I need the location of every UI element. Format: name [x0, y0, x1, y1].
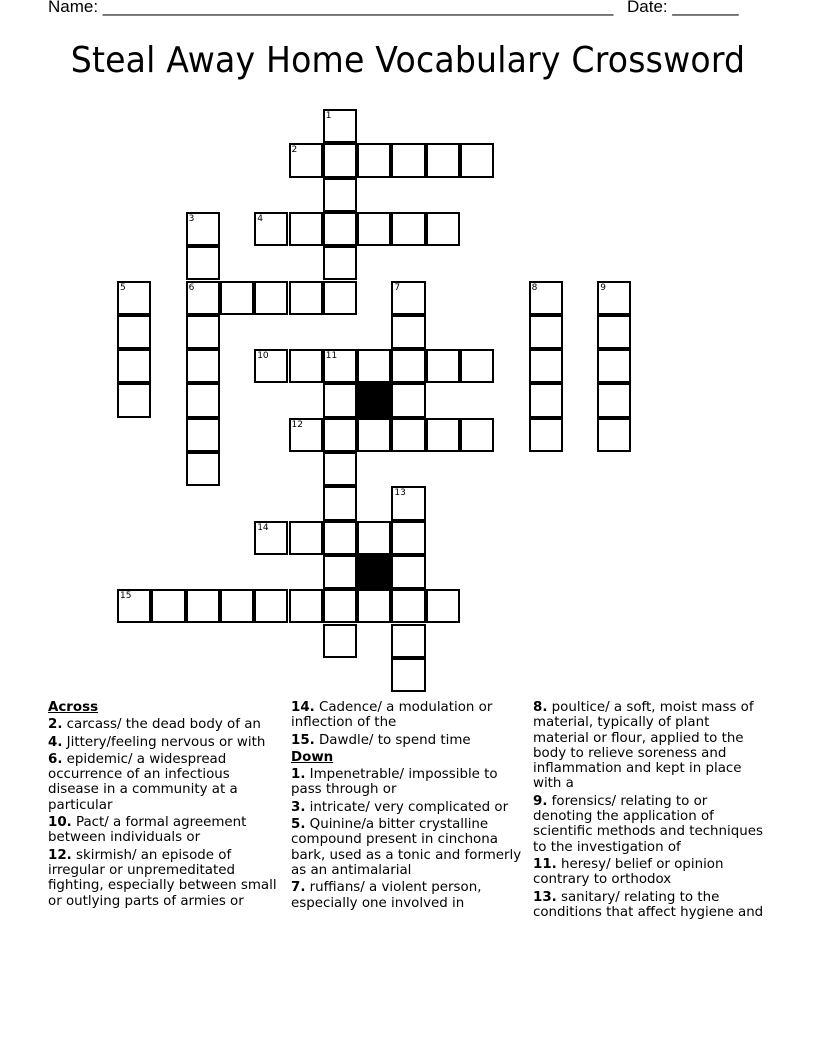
- grid-cell[interactable]: [186, 452, 220, 486]
- cell-number: 11: [325, 351, 338, 362]
- grid-cell[interactable]: [529, 349, 563, 383]
- clue-number: 10.: [48, 815, 72, 831]
- clue-across-10: [48, 815, 283, 846]
- clue-number: 3.: [291, 799, 306, 815]
- cell-number: 12: [291, 419, 303, 430]
- grid-cell[interactable]: [391, 212, 425, 246]
- grid-cell[interactable]: [323, 624, 357, 658]
- cell-number: 13: [394, 488, 406, 499]
- clue-across-6: [48, 752, 283, 813]
- grid-cell[interactable]: [186, 349, 220, 383]
- clue-number: 14.: [291, 700, 315, 715]
- clue-number: 15.: [291, 732, 315, 748]
- grid-cell[interactable]: [289, 521, 323, 555]
- grid-cell[interactable]: [391, 555, 425, 589]
- grid-cell[interactable]: [460, 418, 494, 452]
- clue-down-5: [291, 817, 523, 878]
- grid-cell[interactable]: [323, 486, 357, 520]
- grid-cell[interactable]: [529, 418, 563, 452]
- clue-number: 6.: [48, 751, 63, 767]
- clue-text: Quinine/a bitter crystalline compound present in cinchona bark, used as a tonic and formerly as an antimalarial: [291, 817, 522, 878]
- clue-number: 5.: [291, 817, 306, 833]
- cell-number: 9: [600, 282, 606, 293]
- grid-cell[interactable]: [391, 624, 425, 658]
- grid-cell[interactable]: [289, 212, 323, 246]
- grid-cell[interactable]: [254, 521, 288, 555]
- cell-number: 6: [188, 282, 195, 293]
- clue-number: 12.: [48, 847, 72, 863]
- cell-number: 1: [325, 111, 332, 121]
- cell-number: 3: [188, 213, 195, 224]
- clue-text: ruffians/ a violent person, especially one involved in: [291, 880, 482, 911]
- grid-cell[interactable]: [117, 349, 151, 383]
- clue-text: Pact/ a formal agreement between individuals or: [48, 815, 247, 846]
- clue-text: Impenetrable/ impossible to pass through or: [291, 767, 498, 798]
- clue-across-4: [48, 735, 283, 750]
- cell-number: 7: [394, 282, 401, 293]
- grid-cell[interactable]: [323, 281, 357, 315]
- grid-cell[interactable]: [426, 589, 460, 623]
- clue-number: 7.: [291, 880, 306, 896]
- black-cell: [357, 555, 391, 589]
- grid-cell[interactable]: [357, 143, 391, 177]
- page-title: Steal Away Home Vocabulary Crossword: [70, 40, 746, 81]
- clue-text: Cadence/ a modulation or inflection of the: [291, 700, 493, 731]
- clue-number: 1.: [291, 767, 306, 783]
- clue-across-2: [48, 717, 283, 732]
- grid-cell[interactable]: [323, 143, 357, 177]
- grid-cell[interactable]: [117, 315, 151, 349]
- grid-cell[interactable]: [357, 349, 391, 383]
- grid-cell[interactable]: [460, 143, 494, 177]
- grid-cell[interactable]: [323, 349, 357, 383]
- grid-cell[interactable]: [597, 349, 631, 383]
- grid-cell[interactable]: [597, 281, 631, 315]
- grid-cell[interactable]: [357, 589, 391, 623]
- grid-cell[interactable]: [186, 418, 220, 452]
- clue-number: 9.: [533, 793, 548, 809]
- clue-text: sanitary/ relating to the conditions that affect hygiene and: [533, 889, 764, 920]
- clue-number: 2.: [48, 717, 63, 733]
- grid-cell[interactable]: [391, 281, 425, 315]
- grid-cell[interactable]: [391, 383, 425, 417]
- grid-cell[interactable]: [289, 589, 323, 623]
- grid-cell[interactable]: [254, 281, 288, 315]
- cell-number: 2: [291, 145, 298, 156]
- clue-across-12: [48, 848, 283, 909]
- clues-column-3: [533, 700, 768, 922]
- grid-cell[interactable]: [186, 589, 220, 623]
- cell-number: 8: [531, 282, 538, 293]
- clue-number: 13.: [533, 889, 557, 905]
- clue-text: heresy/ belief or opinion contrary to orthodox: [533, 856, 724, 888]
- grid-cell[interactable]: [391, 486, 425, 520]
- grid-cell[interactable]: [529, 315, 563, 349]
- clue-text: epidemic/ a widespread occurrence of an infectious disease in a community at a particular: [48, 751, 238, 813]
- grid-cell[interactable]: [323, 109, 357, 143]
- clue-down-7: [291, 880, 523, 911]
- grid-cell[interactable]: [357, 521, 391, 555]
- grid-cell[interactable]: [254, 589, 288, 623]
- grid-cell[interactable]: [220, 281, 254, 315]
- grid-cell[interactable]: [391, 349, 425, 383]
- grid-cell[interactable]: [597, 418, 631, 452]
- grid-cell[interactable]: [117, 281, 151, 315]
- grid-cell[interactable]: [597, 383, 631, 417]
- name-field-label: Name: ______________________________________________________: [48, 0, 614, 16]
- clue-number: 8.: [533, 700, 548, 715]
- grid-cell[interactable]: [254, 349, 288, 383]
- grid-cell[interactable]: [391, 143, 425, 177]
- grid-cell[interactable]: [323, 555, 357, 589]
- grid-cell[interactable]: [117, 383, 151, 417]
- clue-text: poultice/ a soft, moist mass of material, typically of plant material or flour, applied to the body to relieve soreness and inflammation and kept in place with a: [533, 700, 754, 792]
- grid-cell[interactable]: [391, 315, 425, 349]
- clue-text: intricate/ very complicated or: [309, 799, 509, 815]
- grid-cell[interactable]: [357, 212, 391, 246]
- clue-number: 11.: [533, 856, 557, 872]
- grid-cell[interactable]: [289, 281, 323, 315]
- clue-down-3: [291, 800, 523, 815]
- clue-text: carcass/ the dead body of an: [66, 717, 261, 733]
- date-field-label: Date: _______: [627, 0, 739, 16]
- clue-down-1: [291, 767, 523, 798]
- clue-text: forensics/ relating to or denoting the application of scientific methods and techniques to the investigation of: [533, 793, 763, 855]
- grid-cell[interactable]: [391, 418, 425, 452]
- grid-cell[interactable]: [289, 418, 323, 452]
- down-heading: Down: [291, 749, 334, 765]
- grid-cell[interactable]: [391, 521, 425, 555]
- grid-cell[interactable]: [117, 589, 151, 623]
- clue-across-14: [291, 700, 523, 731]
- cell-number: 4: [257, 213, 263, 224]
- grid-cell[interactable]: [323, 521, 357, 555]
- grid-cell[interactable]: [391, 589, 425, 623]
- grid-cell[interactable]: [426, 349, 460, 383]
- clue-down-9: [533, 794, 768, 855]
- grid-cell[interactable]: [597, 315, 631, 349]
- grid-cell[interactable]: [186, 315, 220, 349]
- grid-cell[interactable]: [254, 212, 288, 246]
- clue-down-11: [533, 857, 768, 888]
- clue-across-15: [291, 733, 523, 748]
- cell-number: 15: [120, 591, 132, 602]
- black-cell: [357, 383, 391, 417]
- grid-cell[interactable]: [323, 383, 357, 417]
- grid-cell[interactable]: [220, 589, 254, 623]
- grid-cell[interactable]: [186, 246, 220, 280]
- grid-cell[interactable]: [151, 589, 185, 623]
- grid-cell[interactable]: [426, 212, 460, 246]
- grid-cell[interactable]: [426, 418, 460, 452]
- cell-number: 10: [257, 351, 269, 362]
- grid-cell[interactable]: [186, 212, 220, 246]
- clues-column-1: [48, 700, 283, 911]
- cell-number: 5: [120, 282, 126, 293]
- grid-cell[interactable]: [323, 178, 357, 212]
- grid-cell[interactable]: [529, 383, 563, 417]
- grid-cell[interactable]: [323, 212, 357, 246]
- clues-column-2: [291, 700, 523, 913]
- grid-cell[interactable]: [426, 143, 460, 177]
- clue-down-13: [533, 890, 768, 921]
- clue-text: Jittery/feeling nervous or with: [66, 734, 266, 750]
- grid-cell[interactable]: [323, 246, 357, 280]
- grid-cell[interactable]: [323, 418, 357, 452]
- grid-cell[interactable]: [357, 418, 391, 452]
- grid-cell[interactable]: [289, 143, 323, 177]
- clue-text: skirmish/ an episode of irregular or unpremeditated fighting, especially between small or outlying parts of armies or: [48, 847, 277, 909]
- clue-down-8: [533, 700, 768, 792]
- grid-cell[interactable]: [186, 281, 220, 315]
- grid-cell[interactable]: [529, 281, 563, 315]
- grid-cell[interactable]: [391, 658, 425, 692]
- grid-cell[interactable]: [289, 349, 323, 383]
- clue-number: 4.: [48, 734, 63, 750]
- grid-cell[interactable]: [186, 383, 220, 417]
- grid-cell[interactable]: [460, 349, 494, 383]
- clue-text: Dawdle/ to spend time: [319, 732, 471, 748]
- cell-number: 14: [257, 522, 269, 533]
- grid-cell[interactable]: [323, 452, 357, 486]
- grid-cell[interactable]: [323, 589, 357, 623]
- across-heading: Across: [48, 700, 99, 715]
